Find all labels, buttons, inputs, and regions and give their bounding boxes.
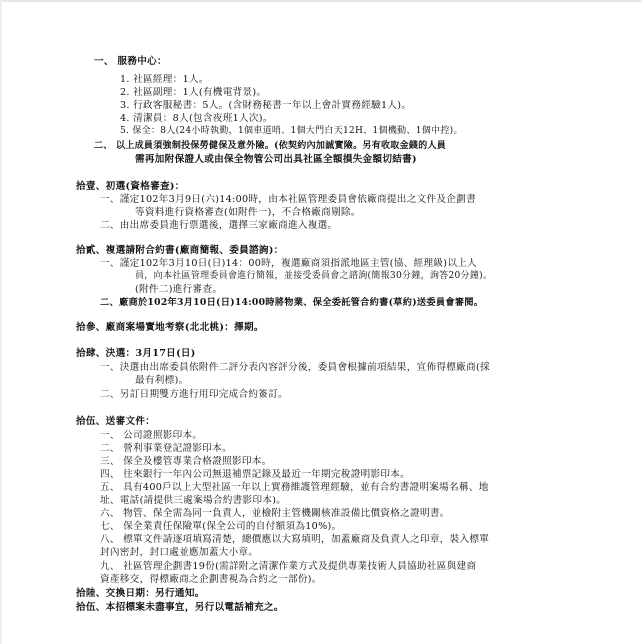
preliminary-item-1: 一、謹定102年3月9日(六)14:00時，由本社區管理委員會依廠商提出之文件及企劃書 [100, 194, 476, 205]
document-item-9: 九、 社區管理企劃書19份(需詳附之清潔作業方式及提供專業技術人員協助社區與建商 [100, 561, 477, 572]
section-heading-site-visit: 拾參、廠商案場實地考察(北北桃)：擇期。 [76, 322, 264, 333]
document-item-8-cont: 封內密封，封口處並應加蓋大小章。 [100, 547, 259, 558]
staff-item-3: 3. 行政客服秘書：5人。(含財務秘書一年以上會計實務經驗1人)。 [120, 100, 412, 111]
staff-item-4: 4. 清潔員：8人(包含夜班1人次)。 [120, 113, 273, 124]
staff-item-5: 5. 保全：8人(24小時執勤，1個車道哨、1個大門白天12H、1個機動、1個中控)。 [120, 126, 463, 136]
section-heading-closing-note: 拾伍、本招標案未盡事宜，另行以電話補充之。 [76, 602, 284, 613]
staff-item-1: 1. 社區經理：1人。 [120, 74, 209, 85]
scan-edge-left [0, 0, 2, 644]
document-item-5-cont: 址、電話(請提供三處案場合約書影印本)。 [100, 495, 287, 506]
second-round-item-1-cont2: (附件二)進行審查。 [135, 284, 223, 295]
document-item-7: 七、 保全業責任保險單(保全公司的自付額須為10%)。 [100, 521, 342, 532]
section-heading-service-center: 一、 服務中心： [94, 56, 167, 67]
section-heading-final-selection: 拾肆、決選：3月17日(日) [76, 348, 196, 359]
final-selection-item-1: 一、決選由出席委員依附件二評分表內容評分後，委員會根據前項結果，宣佈得標廠商(採 [100, 362, 490, 373]
document-item-1: 一、 公司證照影印本。 [100, 430, 203, 441]
preliminary-item-2: 二、由出席委員進行票選後，選擇三家廠商進入複選。 [100, 220, 338, 231]
document-item-4: 四、 往來銀行一年內公司無退補票記錄及最近一年期完稅證明影印本。 [100, 469, 411, 480]
document-item-9-cont: 資產移交，得標廠商之企劃書視為合約之一部份)。 [100, 574, 322, 585]
scan-edge-top [0, 0, 641, 2]
document-item-8: 八、 標單文件請逐項填寫清楚，總價應以大寫填明，加蓋廠商及負責人之印章，裝入標單 [100, 534, 490, 545]
staff-insurance-note-cont: 需再加附保證人或由保全物管公司出具社區全額損失金額切結書) [135, 154, 417, 165]
preliminary-item-1-cont: 等資料進行資格審查(如附件一)，不合格廠商剔除。 [135, 207, 361, 218]
section-heading-exchange-date: 拾陸、交換日期：另行通知。 [76, 588, 205, 599]
second-round-item-2: 二、廠商於102年3月10日(日)14:00時將物業、保全委託管合約書(草約)送委員會審閱。 [100, 297, 484, 308]
section-heading-preliminary: 拾壹、初選(資格審查)： [76, 181, 185, 192]
final-selection-item-2: 二、另訂日期雙方進行用印完成合約簽訂。 [100, 389, 288, 400]
document-item-3: 三、 保全及樓管專業合格證照影印本。 [100, 456, 272, 467]
document-item-2: 二、 營利事業登記證影印本。 [100, 443, 232, 454]
document-item-5: 五、 具有400戶以上大型社區一年以上實務維護管理經驗，並有合約書證明案場名稱、地 [100, 482, 489, 493]
staff-insurance-note: 二、 以上成員須強制投保勞健保及意外險。(依契約內加誠實險。另有收取金錢的人員 [94, 141, 447, 151]
second-round-item-1: 一、謹定102年3月10日(日)14：00時，複選廠商須指派地區主管(協、經理級)以上人 [100, 258, 478, 269]
final-selection-item-1-cont: 最有利標)。 [135, 375, 189, 386]
second-round-item-1-cont: 員，向本社區管理委員會進行簡報，並接受委員會之諮詢(簡報30分鐘，詢答20分鐘)。 [135, 271, 493, 281]
document-item-6: 六、 物管、保全需為同一負責人，並檢附主管機關核准設備比價資格之證明書。 [100, 508, 450, 519]
section-heading-documents: 拾伍、送審文件： [76, 416, 156, 427]
staff-item-2: 2. 社區副理：1人(有機電背景)。 [120, 87, 267, 98]
section-heading-second-round: 拾貳、複選請附合約書(廠商簡報、委員諮詢)： [76, 245, 284, 256]
